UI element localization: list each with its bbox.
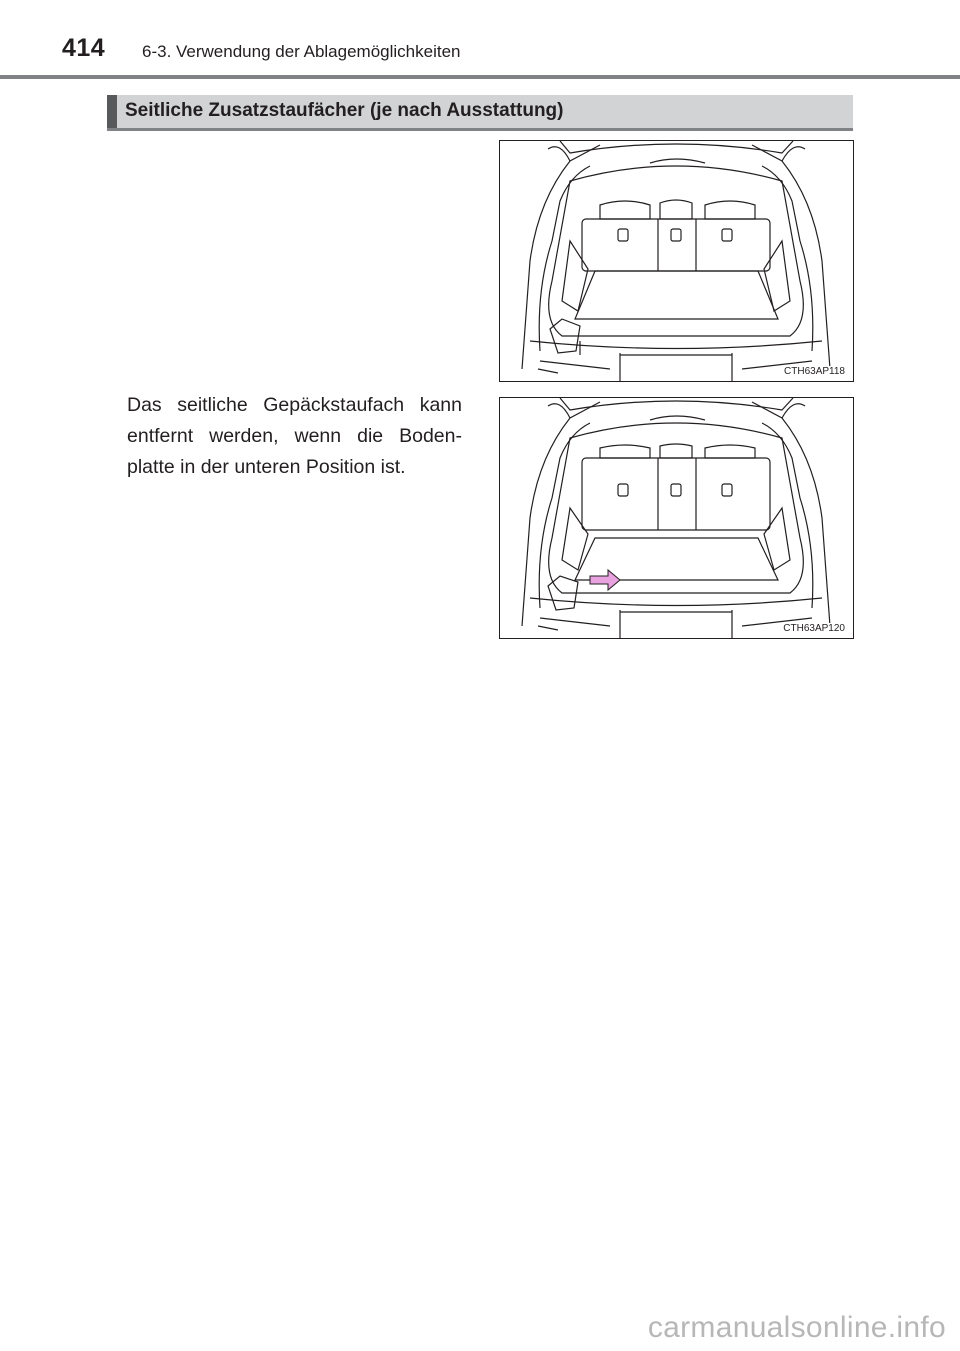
trunk-illustration bbox=[500, 398, 853, 638]
watermark[interactable]: carmanualsonline.info bbox=[647, 1311, 946, 1344]
figure-code: CTH63AP120 bbox=[783, 623, 845, 634]
removal-arrow bbox=[590, 570, 620, 590]
figure-trunk-storage-removal bbox=[499, 397, 854, 639]
running-head: 6-3. Verwendung der Ablagemöglichkeiten bbox=[142, 42, 461, 61]
section-title: Seitliche Zusatzstaufächer (je nach Ausstattung) bbox=[125, 100, 564, 121]
trunk-illustration bbox=[500, 141, 853, 381]
section-heading-bar bbox=[107, 95, 853, 131]
body-paragraph: Das seitliche Gepäckstaufach kann entfernt werden, wenn die Boden-platte in der unteren Position ist. bbox=[127, 394, 462, 478]
figure-code: CTH63AP118 bbox=[784, 366, 845, 377]
header-rule bbox=[0, 75, 960, 79]
figure-trunk-storage bbox=[499, 140, 854, 382]
section-accent bbox=[107, 95, 117, 128]
page-number: 414 bbox=[62, 34, 106, 62]
